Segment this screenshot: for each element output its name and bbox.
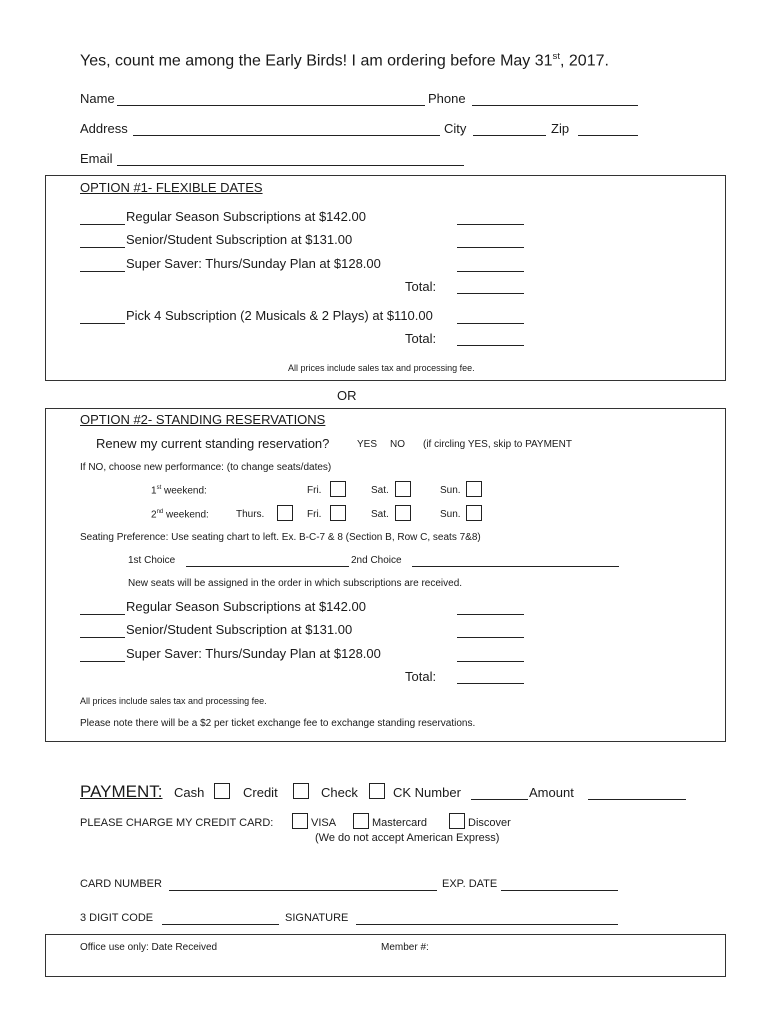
payment-cash-label: Cash bbox=[174, 785, 205, 800]
weekend1-fri-checkbox[interactable] bbox=[330, 481, 346, 497]
discover-label: Discover bbox=[468, 817, 511, 829]
visa-checkbox[interactable] bbox=[292, 813, 308, 829]
weekend2-fri-checkbox[interactable] bbox=[330, 505, 346, 521]
option1-total2-label: Total: bbox=[405, 331, 437, 346]
mastercard-label: Mastercard bbox=[372, 817, 428, 829]
weekend2-sun-checkbox[interactable] bbox=[466, 505, 482, 521]
zip-label: Zip bbox=[551, 121, 570, 136]
option2-title: OPTION #2- STANDING RESERVATIONS bbox=[80, 412, 326, 427]
name-label: Name bbox=[80, 91, 115, 106]
email-field[interactable] bbox=[117, 165, 464, 166]
signature-label: SIGNATURE bbox=[285, 912, 349, 924]
option2-note-1: All prices include sales tax and processing fee. bbox=[80, 696, 267, 706]
weekend2-fri-label: Fri. bbox=[307, 509, 322, 520]
weekend2-label: 2nd weekend: bbox=[151, 509, 209, 521]
choice2-label: 2nd Choice bbox=[351, 555, 402, 566]
payment-check-checkbox[interactable] bbox=[369, 783, 385, 799]
option2-item-3: Super Saver: Thurs/Sunday Plan at $128.00 bbox=[126, 646, 381, 661]
zip-field[interactable] bbox=[578, 135, 638, 136]
option1-total-field[interactable] bbox=[457, 293, 524, 294]
option2-note-2: Please note there will be a $2 per ticket exchange fee to exchange standing reservations. bbox=[80, 718, 476, 729]
choice1-label: 1st Choice bbox=[128, 555, 176, 566]
exp-date-field[interactable] bbox=[501, 890, 618, 891]
payment-title: PAYMENT: bbox=[80, 782, 163, 801]
ck-number-field[interactable] bbox=[471, 799, 528, 800]
digit-code-field[interactable] bbox=[162, 924, 279, 925]
or-divider: OR bbox=[337, 388, 357, 403]
option1-amount-3[interactable] bbox=[457, 271, 524, 272]
address-field[interactable] bbox=[133, 135, 440, 136]
weekend1-fri-label: Fri. bbox=[307, 485, 322, 496]
option2-qty-3[interactable] bbox=[80, 661, 125, 662]
city-label: City bbox=[444, 121, 467, 136]
option1-qty-2[interactable] bbox=[80, 247, 125, 248]
weekend1-sun-checkbox[interactable] bbox=[466, 481, 482, 497]
weekend2-thurs-label: Thurs. bbox=[236, 509, 265, 520]
weekend2-sat-label: Sat. bbox=[371, 509, 389, 520]
option1-total-label: Total: bbox=[405, 279, 437, 294]
seating-preference-label: Seating Preference: Use seating chart to left. Ex. B-C-7 & 8 (Section B, Row C, seats 7&8) bbox=[80, 532, 481, 543]
option2-amount-2[interactable] bbox=[457, 637, 524, 638]
renew-skip-note: (if circling YES, skip to PAYMENT bbox=[423, 439, 572, 450]
payment-check-label: Check bbox=[321, 785, 358, 800]
ck-number-label: CK Number bbox=[393, 785, 461, 800]
option1-qty-1[interactable] bbox=[80, 224, 125, 225]
name-field[interactable] bbox=[117, 105, 425, 106]
option1-item-3: Super Saver: Thurs/Sunday Plan at $128.00 bbox=[126, 256, 381, 271]
weekend2-sat-checkbox[interactable] bbox=[395, 505, 411, 521]
choice2-field[interactable] bbox=[412, 566, 619, 567]
option1-item-1: Regular Season Subscriptions at $142.00 bbox=[126, 209, 366, 224]
option2-box bbox=[45, 408, 726, 742]
amount-label: Amount bbox=[529, 785, 574, 800]
amex-note: (We do not accept American Express) bbox=[315, 832, 500, 844]
mastercard-checkbox[interactable] bbox=[353, 813, 369, 829]
option2-amount-3[interactable] bbox=[457, 661, 524, 662]
discover-checkbox[interactable] bbox=[449, 813, 465, 829]
card-number-label: CARD NUMBER bbox=[80, 878, 162, 890]
option2-item-2: Senior/Student Subscription at $131.00 bbox=[126, 622, 353, 637]
exp-date-label: EXP. DATE bbox=[442, 878, 498, 890]
choice1-field[interactable] bbox=[186, 566, 349, 567]
option1-item-2: Senior/Student Subscription at $131.00 bbox=[126, 232, 353, 247]
visa-label: VISA bbox=[311, 817, 337, 829]
option2-qty-1[interactable] bbox=[80, 614, 125, 615]
option1-box bbox=[45, 175, 726, 381]
phone-label: Phone bbox=[428, 91, 466, 106]
new-performance-label: If NO, choose new performance: (to change seats/dates) bbox=[80, 462, 332, 473]
office-use-box bbox=[45, 934, 726, 977]
weekend1-label: 1st weekend: bbox=[151, 485, 207, 497]
office-member-number: Member #: bbox=[381, 942, 429, 953]
payment-cash-checkbox[interactable] bbox=[214, 783, 230, 799]
option2-total-label: Total: bbox=[405, 669, 437, 684]
option2-qty-2[interactable] bbox=[80, 637, 125, 638]
order-note: New seats will be assigned in the order in which subscriptions are received. bbox=[128, 578, 463, 589]
option2-amount-1[interactable] bbox=[457, 614, 524, 615]
option1-pick4-qty[interactable] bbox=[80, 323, 125, 324]
weekend1-sun-label: Sun. bbox=[440, 485, 461, 496]
option1-amount-2[interactable] bbox=[457, 247, 524, 248]
amount-field[interactable] bbox=[588, 799, 686, 800]
charge-card-label: PLEASE CHARGE MY CREDIT CARD: bbox=[80, 817, 274, 829]
weekend1-sat-checkbox[interactable] bbox=[395, 481, 411, 497]
payment-credit-label: Credit bbox=[243, 785, 278, 800]
option1-qty-3[interactable] bbox=[80, 271, 125, 272]
phone-field[interactable] bbox=[472, 105, 638, 106]
email-label: Email bbox=[80, 151, 113, 166]
option1-total2-field[interactable] bbox=[457, 345, 524, 346]
address-label: Address bbox=[80, 121, 128, 136]
weekend2-thurs-checkbox[interactable] bbox=[277, 505, 293, 521]
option2-total-field[interactable] bbox=[457, 683, 524, 684]
option1-pick4-label: Pick 4 Subscription (2 Musicals & 2 Plays) at $110.00 bbox=[126, 308, 433, 323]
card-number-field[interactable] bbox=[169, 890, 437, 891]
weekend2-sun-label: Sun. bbox=[440, 509, 461, 520]
renew-yes[interactable]: YES bbox=[357, 439, 378, 450]
page-title: Yes, count me among the Early Birds! I am ordering before May 31st, 2017. bbox=[80, 51, 609, 70]
digit-code-label: 3 DIGIT CODE bbox=[80, 912, 154, 924]
city-field[interactable] bbox=[473, 135, 546, 136]
weekend1-sat-label: Sat. bbox=[371, 485, 389, 496]
option1-amount-1[interactable] bbox=[457, 224, 524, 225]
option1-pick4-amount[interactable] bbox=[457, 323, 524, 324]
payment-credit-checkbox[interactable] bbox=[293, 783, 309, 799]
option2-item-1: Regular Season Subscriptions at $142.00 bbox=[126, 599, 366, 614]
option1-note: All prices include sales tax and processing fee. bbox=[288, 363, 475, 373]
renew-no[interactable]: NO bbox=[390, 439, 405, 450]
renew-question: Renew my current standing reservation? bbox=[96, 436, 330, 451]
signature-field[interactable] bbox=[356, 924, 618, 925]
option1-title: OPTION #1- FLEXIBLE DATES bbox=[80, 180, 263, 195]
office-date-received: Office use only: Date Received bbox=[80, 942, 218, 953]
